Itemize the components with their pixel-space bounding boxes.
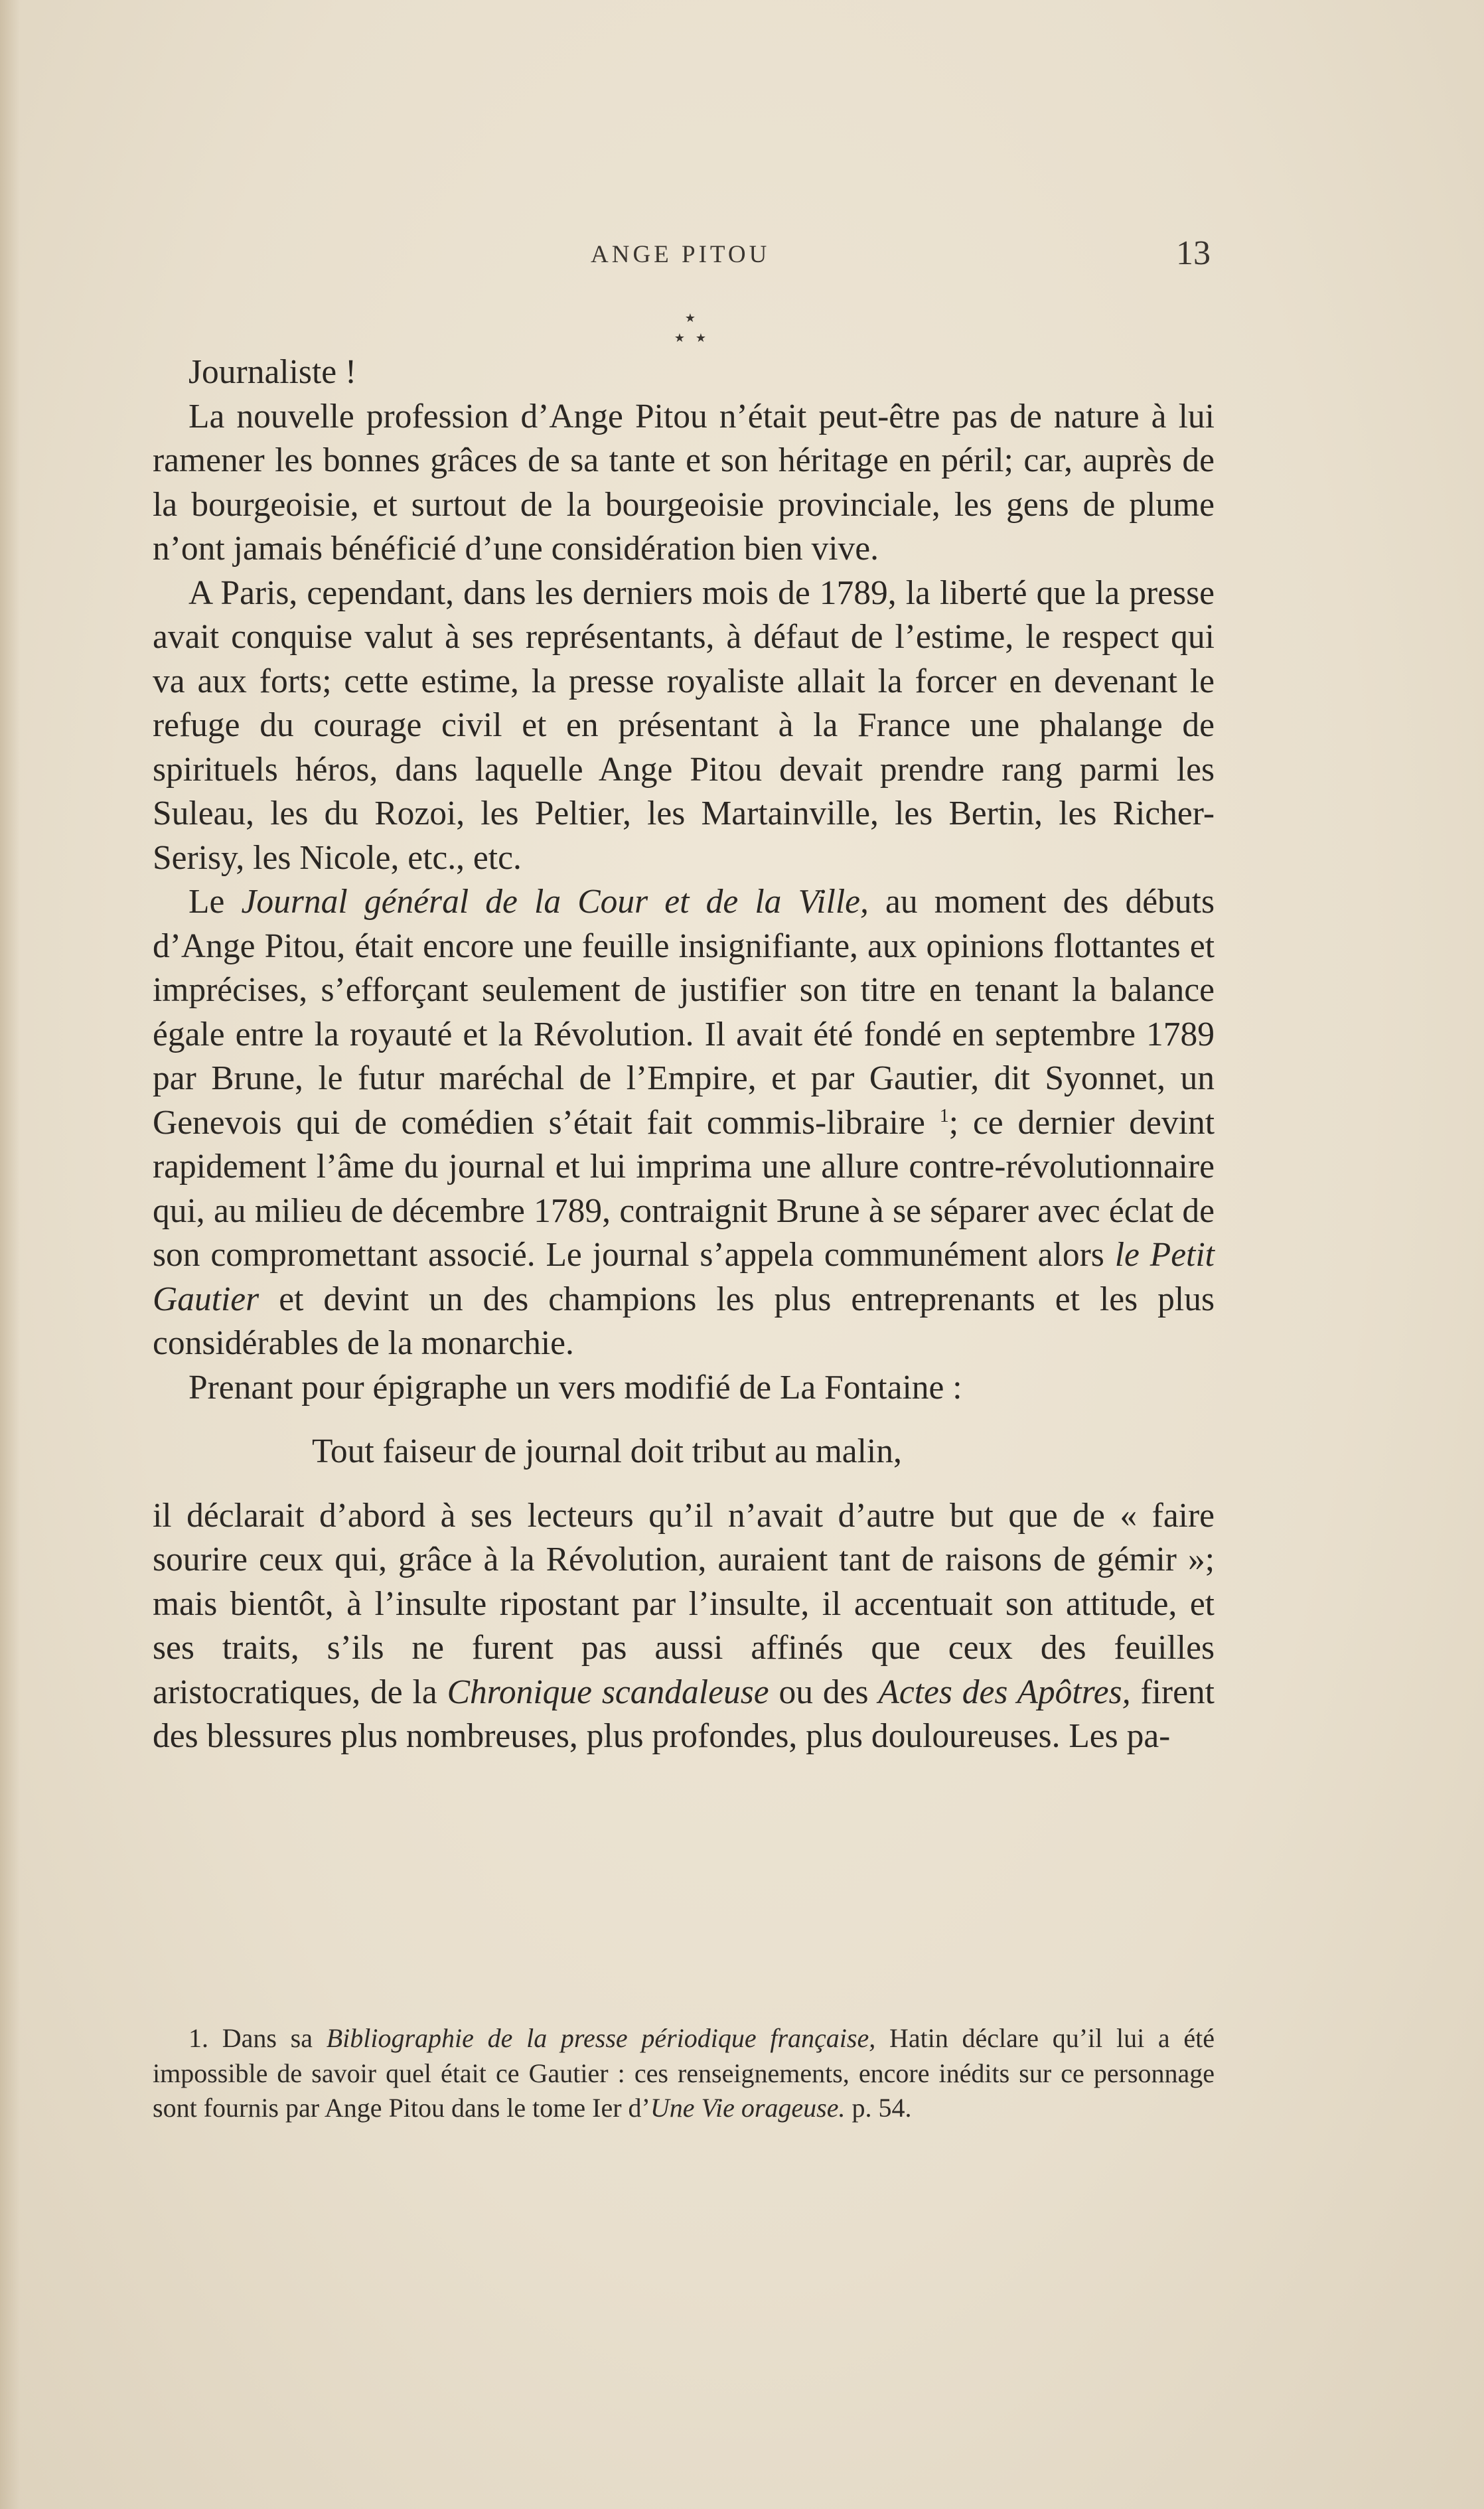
text-run: au moment des débuts d’Ange Pitou, était encore une feuille insignifiante, aux opinions flottantes et imprécises, s’efforçant seulement de justifier son titre en tenant la balance égale entre la royauté et la Révolution. Il avait été fondé en septembre 1789 par Brune, le futur maréchal de l’Empire, et par Gautier, dit Syonnet, un Genevois qui de comédien s’était fait commis-libraire [153, 883, 1215, 1142]
text-run: et devint un des champions les plus entreprenants et les plus considérables de la monarchie. [153, 1280, 1215, 1362]
paragraph [153, 350, 1215, 395]
italic-title: Une Vie orageuse. [650, 2093, 846, 2123]
text-run: La nouvelle profession d’Ange Pitou n’était peut-être pas de nature à lui ramener les bonnes grâces de sa tante et son héritage en péril; car, auprès de la bourgeoisie, et surtout de la bourgeoisie provinciale, les gens de plume n’ont jamais bénéficié d’une considération bien vive. [153, 397, 1215, 568]
text-run: ou des [769, 1673, 879, 1711]
page-edge-shadow [0, 0, 20, 2509]
asterism-icon [670, 309, 710, 355]
page-header [0, 234, 1484, 287]
text-run: firent des blessures plus nombreuses, plus profondes, plus douloureuses. Les pa- [153, 1673, 1215, 1755]
text-run: ; ce dernier devint rapidement l’âme du journal et lui imprima une allure contre-révolutionnaire qui, au milieu de décembre 1789, contraignit Brune à se séparer avec éclat de son compromettant associé. Le journal s’appela communément alors [153, 1103, 1215, 1274]
svg-text:★: ★ [684, 311, 696, 325]
text-run: p. 54. [845, 2093, 912, 2123]
italic-title: Chronique scandaleuse [447, 1673, 769, 1711]
footnotes [153, 2021, 1215, 2126]
body-text [153, 350, 1215, 1759]
paragraph [153, 395, 1215, 571]
italic-title: le Petit Gautier [153, 1236, 1215, 1318]
paragraph [153, 1494, 1215, 1759]
paragraph [153, 880, 1215, 1366]
svg-text:★: ★ [674, 331, 686, 345]
page-number: 13 [1176, 234, 1211, 272]
text-run: Le [188, 883, 242, 921]
text-run: Hatin déclare qu’il lui a été impossible de savoir quel était ce Gautier : ces renseignements, encore inédits sur ce personnage sont fournis par Ange Pitou dans le tome Ier d’ [153, 2023, 1215, 2123]
svg-text:★: ★ [695, 331, 707, 345]
italic-title: Journal général de la Cour et de la Ville, [241, 883, 869, 921]
text-run: il déclarait d’abord à ses lecteurs qu’il n’avait d’autre but que de « faire sourire ceux qui, grâce à la Révolution, auraient tant de raisons de gémir »; mais bientôt, à l’insulte ripostant par l’insulte, il accentuait son attitude, et ses traits, s’ils ne furent pas aussi affinés que ceux des feuilles aristocratiques, de la [153, 1496, 1215, 1711]
text-run: Journaliste ! [188, 353, 357, 391]
paragraph [153, 1430, 1215, 1474]
paragraph [153, 571, 1215, 881]
italic-title: Bibliographie de la presse périodique française, [326, 2023, 876, 2053]
text-run: 1. Dans sa [188, 2023, 327, 2053]
footnote-ref: 1 [939, 1105, 949, 1126]
paragraph [153, 1366, 1215, 1410]
text-run: Tout faiseur de journal doit tribut au malin, [312, 1432, 902, 1470]
running-title: ANGE PITOU [591, 241, 771, 268]
italic-title: Actes des Apôtres, [878, 1673, 1131, 1711]
asterism-ornament [670, 309, 710, 355]
text-run: A Paris, cependant, dans les derniers mois de 1789, la liberté que la presse avait conquise valut à ses représentants, à défaut de l’estime, le respect qui va aux forts; cette estime, la presse royaliste allait la forcer en devenant le refuge du courage civil et en présentant à la France une phalange de spirituels héros, dans laquelle Ange Pitou devait prendre rang parmi les Suleau, les du Rozoi, les Peltier, les Martainville, les Bertin, les Richer-Serisy, les Nicole, etc., etc. [153, 573, 1215, 877]
text-run: Prenant pour épigraphe un vers modifié de La Fontaine : [188, 1368, 962, 1407]
footnote [153, 2021, 1215, 2126]
